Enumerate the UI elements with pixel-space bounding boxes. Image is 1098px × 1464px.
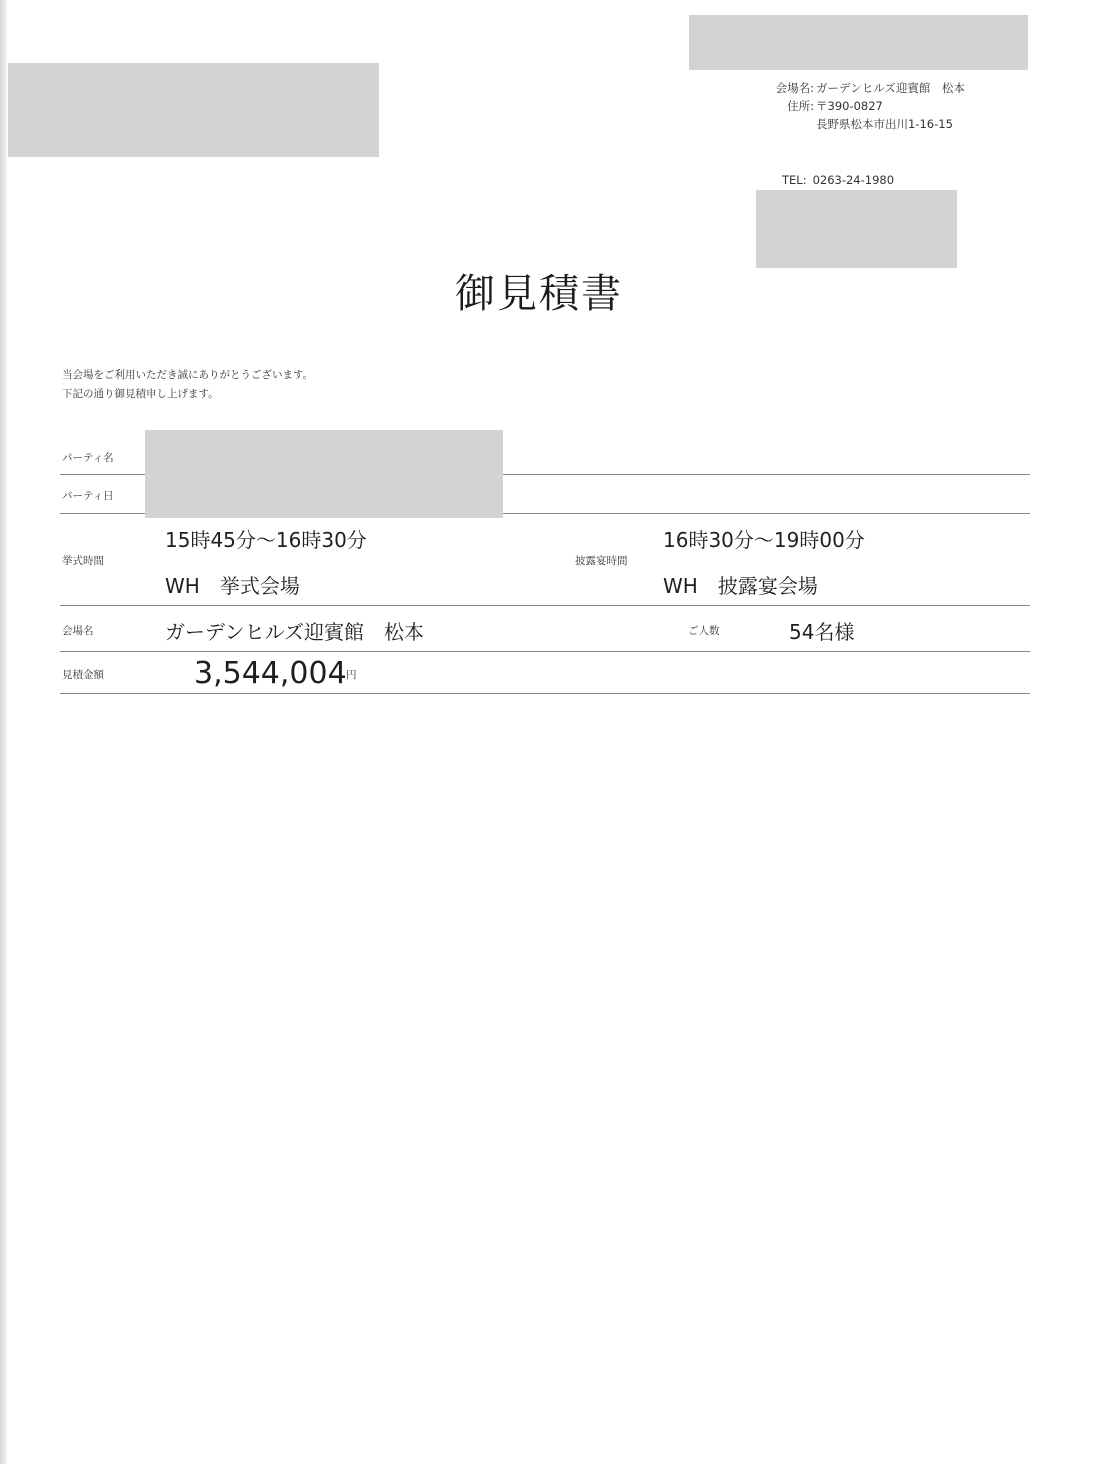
greeting-line-2: 下記の通り御見積申し上げます。 — [62, 388, 219, 400]
tel-row — [782, 173, 894, 187]
party-date-label: パーティ日 — [62, 490, 114, 502]
redacted-company-header — [689, 15, 1028, 70]
divider-amount — [60, 693, 1030, 694]
postal-code: 〒390-0827 — [816, 99, 883, 113]
ceremony-time-label: 挙式時間 — [62, 555, 104, 567]
venue-name-row — [762, 79, 965, 97]
venue-info-block — [762, 79, 965, 133]
redacted-party-details — [145, 430, 503, 518]
venue-label: 会場名 — [62, 625, 94, 637]
reception-time-value: 16時30分～19時00分 — [663, 528, 865, 552]
amount-label: 見積金額 — [62, 669, 104, 681]
venue-name-label: 会場名: — [775, 81, 814, 95]
address-label: 住所: — [787, 99, 814, 113]
tel-label: TEL: — [782, 173, 807, 187]
venue-address: 長野県松本市出川1-16-15 — [816, 117, 953, 131]
venue-value: ガーデンヒルズ迎賓館 松本 — [165, 620, 424, 644]
venue-address-row — [762, 115, 965, 133]
redacted-stamp-area — [756, 190, 957, 268]
tel-value: 0263-24-1980 — [812, 173, 895, 187]
greeting-text — [62, 366, 313, 404]
venue-name-value: ガーデンヒルズ迎賓館 松本 — [816, 81, 965, 95]
guests-label: ご人数 — [688, 625, 720, 637]
reception-place-value: WH 披露宴会場 — [663, 574, 818, 598]
venue-postal-row — [762, 97, 965, 115]
page-edge-shadow — [0, 0, 8, 1464]
redacted-recipient-block — [8, 63, 379, 157]
guests-value: 54名様 — [789, 620, 855, 644]
divider-times — [60, 605, 1030, 606]
document-title: 御見積書 — [455, 271, 623, 317]
reception-time-label: 披露宴時間 — [575, 555, 628, 567]
ceremony-place-value: WH 挙式会場 — [165, 574, 300, 598]
ceremony-time-value: 15時45分～16時30分 — [165, 528, 367, 552]
amount-value: 3,544,004 — [194, 656, 347, 691]
amount-unit: 円 — [346, 669, 357, 681]
party-name-label: パーティ名 — [62, 452, 114, 464]
greeting-line-1: 当会場をご利用いただき誠にありがとうございます。 — [62, 369, 314, 381]
divider-venue — [60, 651, 1030, 652]
